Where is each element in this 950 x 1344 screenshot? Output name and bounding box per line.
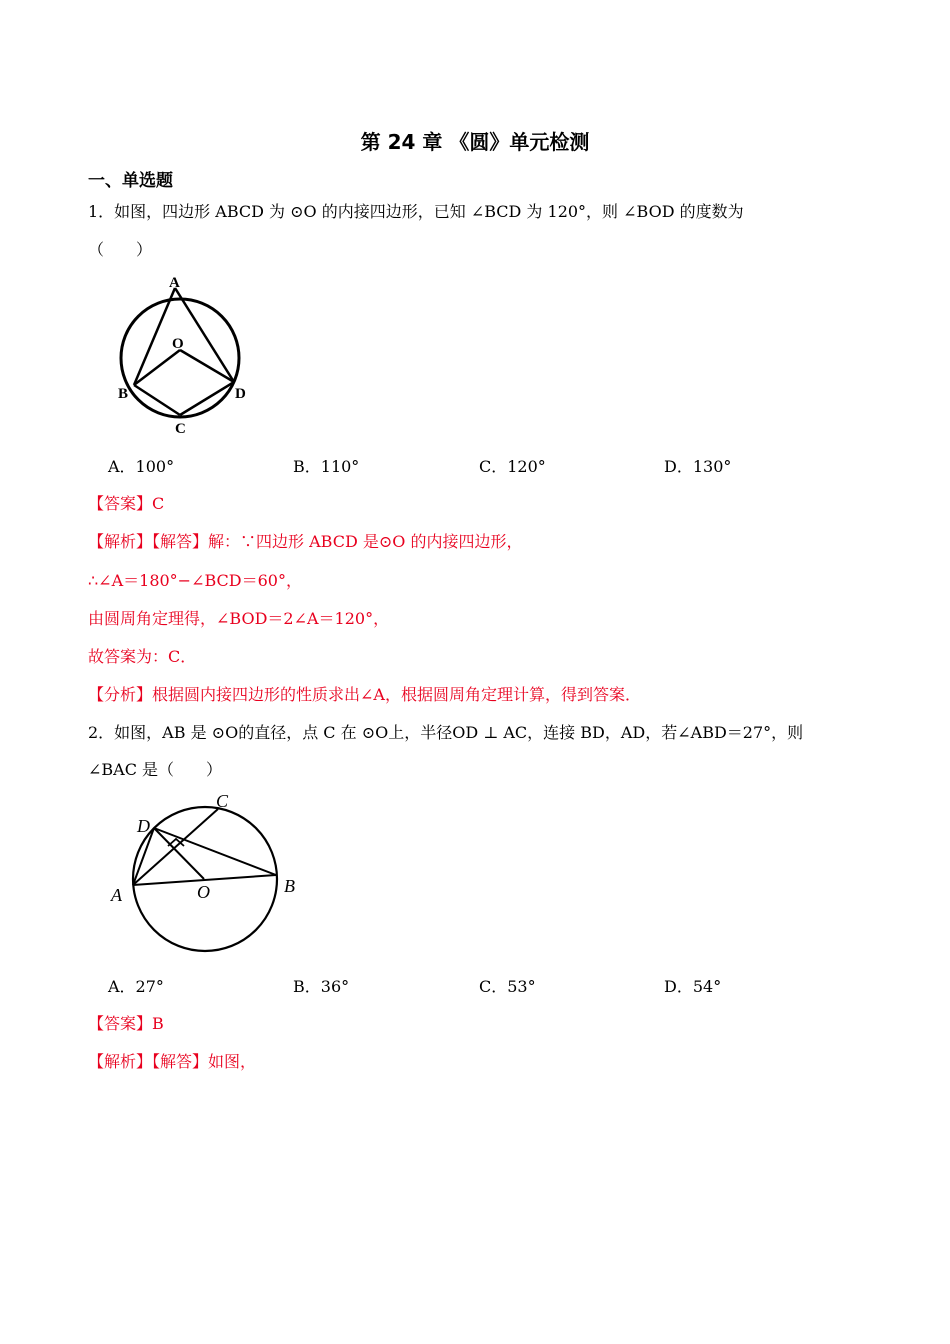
q1-option-b: B．110° — [293, 457, 360, 476]
q2-option-c: C．53° — [479, 977, 536, 996]
q1-label-A: A — [169, 275, 180, 291]
q2-label-D: D — [137, 816, 150, 836]
q2-label-B: B — [284, 876, 295, 896]
q1-circle — [121, 299, 239, 417]
q1-option-d: D．130° — [664, 457, 732, 476]
q2-stem: 2．如图，AB 是 ⊙O的直径，点 C 在 ⊙O上，半径OD ⊥ AC，连接 BD，AD，若∠ABD＝27°，则 — [88, 723, 804, 742]
q2-option-a: A．27° — [108, 977, 164, 996]
page-title: 第 24 章 《圆》单元检测 — [360, 130, 590, 154]
q1-line-AD — [175, 288, 234, 382]
q1-label-B: B — [118, 386, 129, 402]
q1-analysis-line3: 由圆周角定理得，∠BOD＝2∠A＝120°， — [88, 609, 390, 628]
q1-figure-inscribed-quadrilateral — [108, 270, 258, 440]
q2-label-C: C — [216, 791, 229, 811]
q1-answer: 【答案】C — [88, 494, 165, 513]
q1-fenxi: 【分析】根据圆内接四边形的性质求出∠A，根据圆周角定理计算，得到答案． — [88, 685, 641, 704]
q1-line-OD — [180, 350, 234, 382]
q2-line-DO — [154, 828, 204, 879]
q2-line-DB — [154, 828, 276, 875]
q1-line-BC — [134, 385, 180, 415]
q1-label-D: D — [235, 386, 246, 402]
section-heading: 一、单选题 — [88, 171, 173, 191]
q1-option-a: A．100° — [108, 457, 175, 476]
q1-stem: 1．如图，四边形 ABCD 为 ⊙O 的内接四边形，已知 ∠BCD 为 120°，则 ∠BOD 的度数为 — [88, 202, 744, 221]
q1-analysis-line4: 故答案为：C． — [88, 647, 197, 666]
q1-stem-paren: （ ） — [88, 240, 153, 259]
q2-option-d: D．54° — [664, 977, 722, 996]
q1-label-O: O — [172, 336, 184, 352]
q2-answer: 【答案】B — [88, 1014, 164, 1033]
q2-label-O: O — [197, 882, 210, 902]
q1-label-C: C — [175, 421, 186, 437]
q2-figure-circle-diameter — [104, 788, 314, 963]
q2-label-A: A — [111, 885, 122, 905]
q2-stem-cont: ∠BAC 是（ ） — [88, 760, 223, 779]
q2-option-b: B．36° — [293, 977, 350, 996]
q2-analysis-line1: 【解析】【解答】如图， — [88, 1052, 257, 1071]
q1-option-c: C．120° — [479, 457, 546, 476]
q1-analysis-line1: 【解析】【解答】解：∵四边形 ABCD 是⊙O 的内接四边形， — [88, 532, 523, 551]
q1-analysis-line2: ∴∠A＝180°−∠BCD＝60°， — [88, 571, 302, 590]
